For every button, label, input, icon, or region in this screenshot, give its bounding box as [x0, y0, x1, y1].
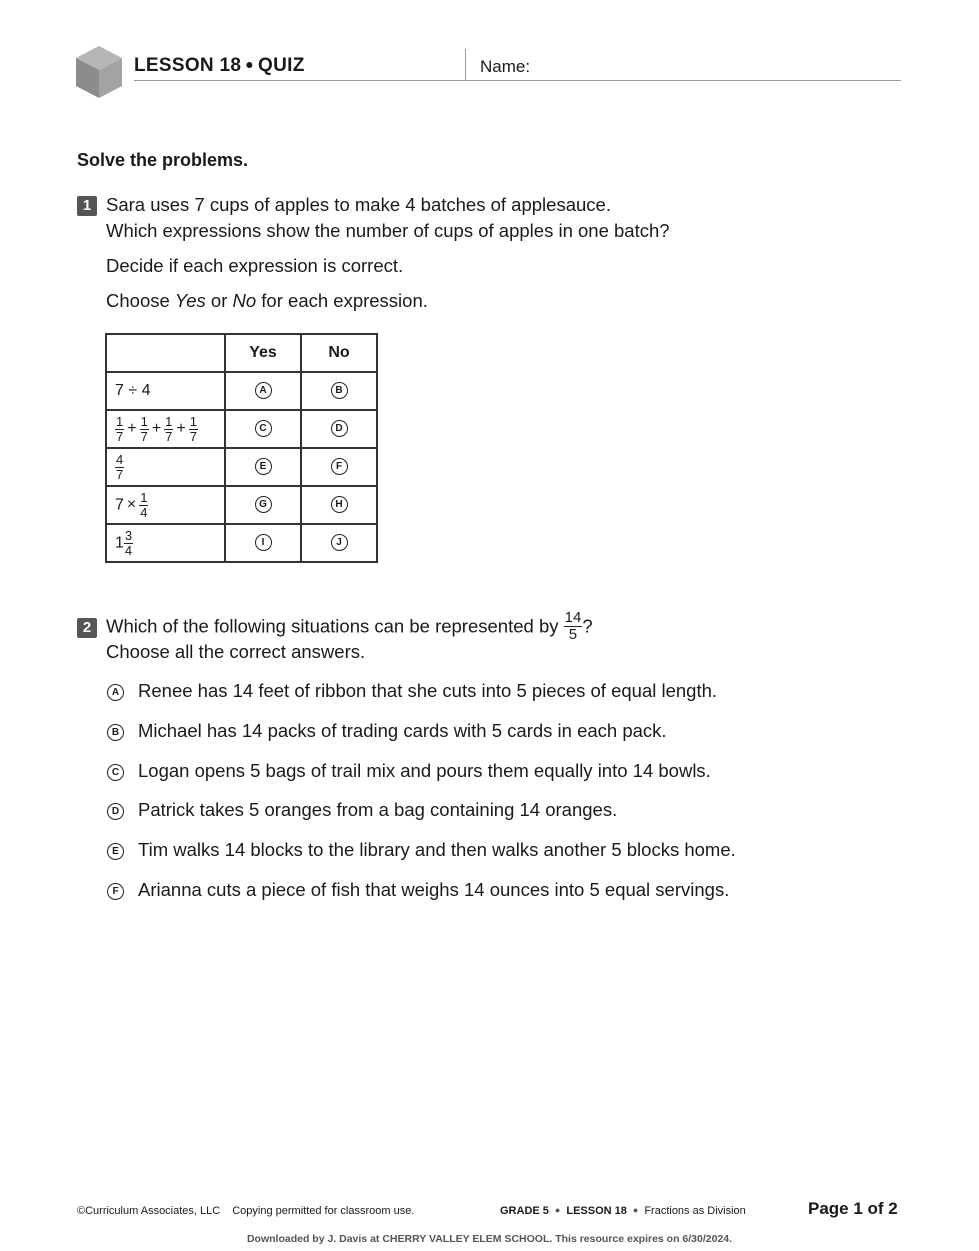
choose-yes-text: Yes: [174, 290, 206, 311]
footer-copyright: [77, 1205, 414, 1217]
question-1-line-2: Which expressions show the number of cups of apples in one batch?: [106, 220, 670, 241]
fraction: [115, 415, 124, 444]
choose-tail-text: for each expression.: [256, 290, 428, 311]
bubble-a[interactable]: A: [107, 684, 124, 701]
header-rule: [134, 80, 901, 81]
expression-cell: 7 ÷ 4: [106, 372, 225, 410]
question-1-line-1: Sara uses 7 cups of apples to make 4 batches of applesauce.: [106, 194, 611, 215]
yes-cell: [225, 410, 301, 448]
choose-no-text: No: [232, 290, 257, 311]
bullet-separator: ●: [554, 1205, 561, 1215]
question-1-badge: 1: [77, 196, 97, 216]
lesson-label: LESSON 18: [134, 55, 242, 76]
table-row: [106, 524, 377, 562]
fraction: [115, 453, 124, 482]
bubble-f[interactable]: F: [107, 883, 124, 900]
choice-text: Logan opens 5 bags of trail mix and pours them equally into 14 bowls.: [138, 760, 711, 781]
plus-operator: +: [176, 420, 186, 437]
bubble-e[interactable]: E: [107, 843, 124, 860]
copyright-text: ©Curriculum Associates, LLC: [77, 1205, 221, 1217]
denominator: 5: [568, 626, 578, 643]
numerator: 1: [140, 489, 148, 505]
bubble-b[interactable]: B: [331, 382, 348, 399]
fraction: [189, 415, 198, 444]
bubble-c[interactable]: C: [255, 420, 272, 437]
numerator: 1: [165, 413, 173, 429]
quiz-label: QUIZ: [258, 55, 305, 76]
denominator: 7: [140, 428, 148, 444]
question-1-choose: [106, 288, 428, 314]
fraction: [139, 491, 148, 520]
numerator: 1: [189, 413, 197, 429]
bullet-separator: ●: [632, 1205, 639, 1215]
page-number: Page 1 of 2: [808, 1199, 898, 1218]
bubble-f[interactable]: F: [331, 458, 348, 475]
topic-label: Fractions as Division: [644, 1205, 746, 1217]
no-cell: [301, 410, 377, 448]
name-label: Name:: [480, 57, 531, 76]
bubble-c[interactable]: C: [107, 764, 124, 781]
denominator: 7: [116, 466, 124, 482]
bubble-d[interactable]: D: [107, 803, 124, 820]
denominator: 4: [124, 542, 133, 558]
denominator: 7: [189, 428, 197, 444]
denominator: 4: [140, 504, 148, 520]
download-note: Downloaded by J. Davis at CHERRY VALLEY ELEM SCHOOL. This resource expires on 6/30/2024.: [246, 1233, 733, 1245]
table-row: [106, 410, 377, 448]
fraction-14-over-5: [564, 610, 583, 643]
expression-cell: [106, 524, 225, 562]
no-cell: [301, 372, 377, 410]
whole-number: 7: [115, 496, 124, 513]
choice-c[interactable]: [107, 760, 711, 782]
copying-text: Copying permitted for classroom use.: [232, 1205, 415, 1217]
lesson-title: [134, 55, 305, 77]
yes-cell: [225, 486, 301, 524]
yes-header: Yes: [225, 334, 301, 372]
denominator: 7: [165, 428, 173, 444]
grade-label: GRADE 5: [500, 1205, 549, 1217]
expression-cell: [106, 410, 225, 448]
lesson-label: LESSON 18: [566, 1205, 627, 1217]
table-row: [106, 372, 377, 410]
instructions: Solve the problems.: [77, 150, 249, 170]
bullet-separator: ●: [245, 56, 255, 72]
choice-text: Patrick takes 5 oranges from a bag containing 14 oranges.: [138, 799, 618, 820]
choice-text: Michael has 14 packs of trading cards with 5 cards in each pack.: [138, 720, 667, 741]
fraction: [164, 415, 173, 444]
table-row: [106, 486, 377, 524]
bubble-j[interactable]: J: [331, 534, 348, 551]
choice-e[interactable]: [107, 839, 736, 861]
choice-d[interactable]: [107, 799, 617, 821]
bubble-a[interactable]: A: [255, 382, 272, 399]
fraction: [140, 415, 149, 444]
footer-lesson-info: [500, 1205, 746, 1217]
numerator: 14: [564, 609, 582, 626]
no-cell: [301, 524, 377, 562]
question-mark: ?: [582, 615, 593, 637]
choice-text: Arianna cuts a piece of fish that weighs 14 ounces into 5 equal servings.: [138, 879, 730, 900]
no-cell: [301, 486, 377, 524]
no-cell: [301, 448, 377, 486]
denominator: 7: [116, 428, 124, 444]
yes-cell: [225, 448, 301, 486]
answer-table: [105, 333, 378, 563]
choice-f[interactable]: [107, 879, 729, 901]
expression-cell: [106, 486, 225, 524]
expression-cell: [106, 448, 225, 486]
bubble-g[interactable]: G: [255, 496, 272, 513]
choice-a[interactable]: [107, 680, 717, 702]
plus-operator: +: [151, 420, 162, 437]
numerator: 4: [116, 451, 124, 467]
numerator: 3: [124, 527, 133, 543]
choice-text: Tim walks 14 blocks to the library and then walks another 5 blocks home.: [138, 839, 736, 860]
question-2-prompt: Which of the following situations can be represented by: [106, 615, 559, 637]
expression-header: [106, 334, 225, 372]
numerator: 1: [116, 413, 124, 429]
bubble-b[interactable]: B: [107, 724, 124, 741]
yes-cell: [225, 372, 301, 410]
question-1-decide: Decide if each expression is correct.: [106, 255, 404, 276]
bubble-i[interactable]: I: [255, 534, 272, 551]
bubble-d[interactable]: D: [331, 420, 348, 437]
question-2-badge: 2: [77, 618, 97, 638]
whole-number: 1: [115, 534, 124, 551]
bubble-h[interactable]: H: [331, 496, 348, 513]
choice-text: Renee has 14 feet of ribbon that she cuts into 5 pieces of equal length.: [138, 680, 718, 701]
table-header-row: [106, 334, 377, 372]
table-row: [106, 448, 377, 486]
plus-operator: +: [127, 420, 137, 437]
choose-or-text: or: [205, 290, 233, 311]
choose-text: Choose: [106, 290, 175, 311]
question-2-line-2: Choose all the correct answers.: [106, 641, 366, 662]
no-header: No: [301, 334, 377, 372]
times-operator: ×: [126, 496, 137, 513]
choice-b[interactable]: [107, 720, 667, 742]
numerator: 1: [140, 413, 148, 429]
yes-cell: [225, 524, 301, 562]
cube-logo-icon: [76, 46, 122, 98]
fraction: [124, 529, 133, 558]
header-divider: [465, 49, 466, 81]
bubble-e[interactable]: E: [255, 458, 272, 475]
